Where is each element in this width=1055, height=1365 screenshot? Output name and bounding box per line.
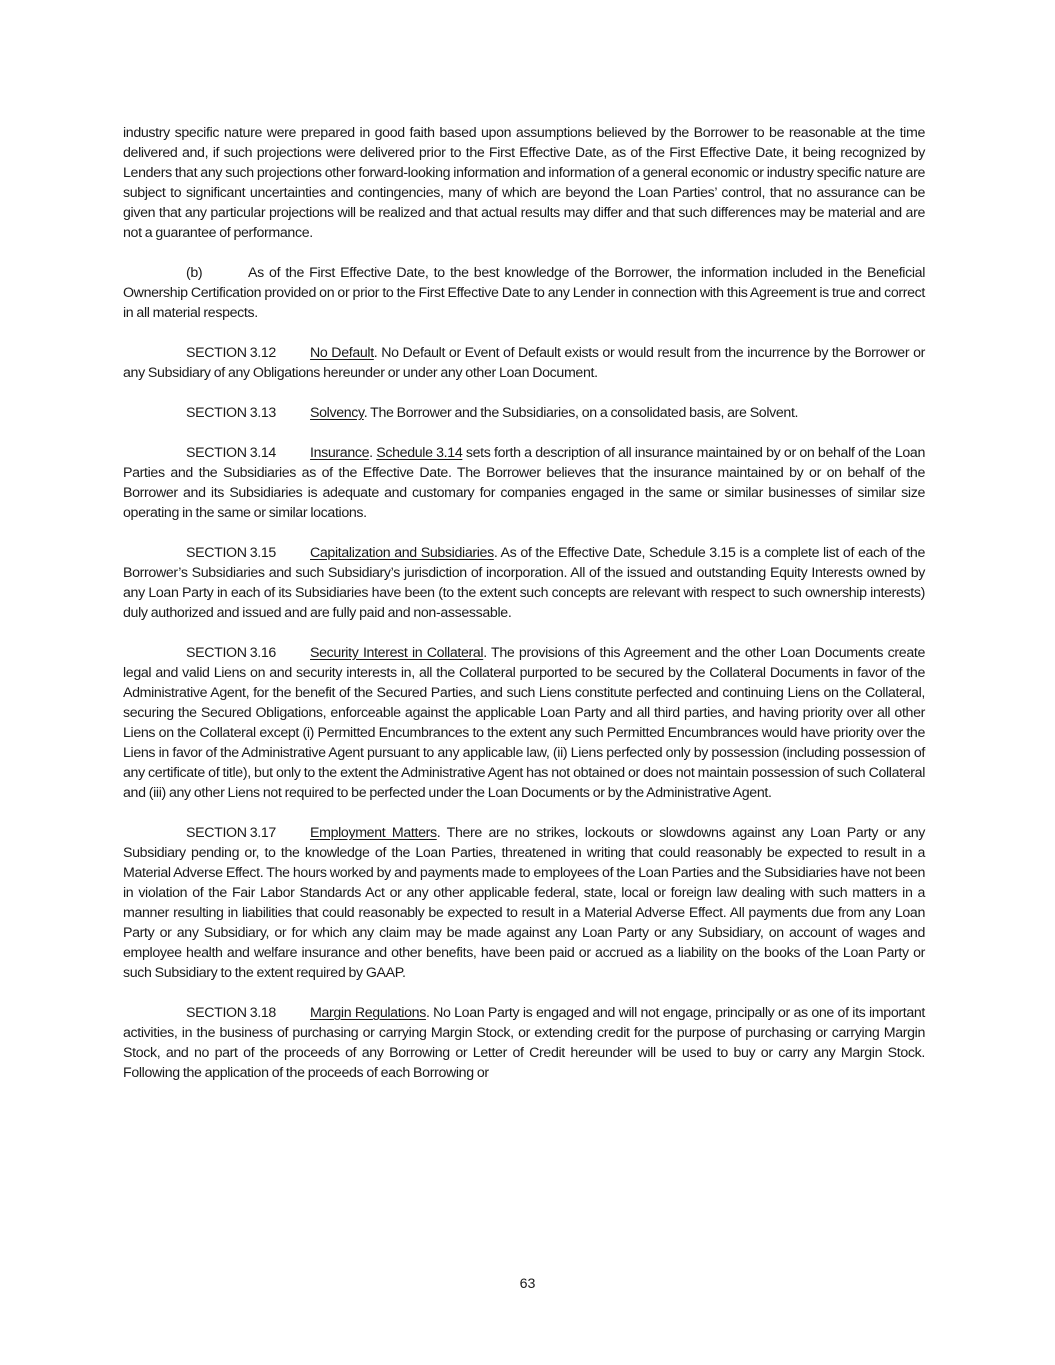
section-number: SECTION 3.13 — [186, 405, 276, 421]
section-number: SECTION 3.12 — [186, 345, 276, 361]
section-3-15 — [123, 543, 925, 623]
document-page — [123, 123, 925, 1103]
section-number: SECTION 3.14 — [186, 445, 276, 461]
section-number: SECTION 3.18 — [186, 1005, 276, 1021]
section-text: . The Borrower and the Subsidiaries, on a consolidated basis, are Solvent. — [363, 405, 799, 421]
paragraph-projections-continuation — [123, 123, 925, 243]
section-text: . No Loan Party is engaged and will not engage, principally or as one of its important activities, in the business of purchasing or carrying Margin Stock, or extending credit for the purpose of purchasing or carrying Margin Stock, and no part of the proceeds of any Borrowing or Letter of Credit hereunder will be used to buy or carry any Margin Stock. Following the application of the proceeds of each Borrowing or — [123, 1005, 925, 1081]
page-number: 63 — [519, 1276, 536, 1292]
section-text: . The provisions of this Agreement and the other Loan Documents create legal and valid Liens on and security interests in, all the Collateral purported to be secured by the Collateral Documents in favor of the Administrative Agent, for the benefit of the Secured Parties, and such Liens constitute perfected and continuing Liens on the Collateral, securing the Secured Obligations, enforceable against the applicable Loan Party and all third parties, and having priority over all other Liens on the Collateral except (i) Permitted Encumbrances to the extent any such Permitted Encumbrances would have priority over the Liens in favor of the Administrative Agent pursuant to any applicable law, (ii) Liens perfected only by possession (including possession of any certificate of title), but only to the extent the Administrative Agent has not obtained or does not maintain possession of such Collateral and (iii) any other Liens not required to be perfected under the Loan Documents or by the Administrative Agent. — [123, 645, 925, 801]
section-text: sets forth a description of all insurance maintained by or on behalf of the Loan Parties and the Subsidiaries as of the Effective Date. The Borrower believes that the insurance maintained by or on behalf of the Borrower and its Subsidiaries is adequate and customary for companies engaged in the same or similar businesses of similar size operating in the same or similar locations. — [123, 445, 925, 521]
section-3-12 — [123, 343, 925, 383]
section-title: Security Interest in Collateral — [310, 645, 484, 661]
section-number: SECTION 3.15 — [186, 545, 276, 561]
section-separator: . — [369, 445, 377, 461]
section-3-13 — [123, 403, 925, 423]
section-title: Insurance — [310, 445, 370, 461]
section-number: SECTION 3.16 — [186, 645, 276, 661]
schedule-reference: Schedule 3.14 — [376, 445, 463, 461]
section-title: Employment Matters — [310, 825, 437, 841]
section-title: No Default — [310, 345, 374, 361]
section-title: Capitalization and Subsidiaries — [310, 545, 494, 561]
section-3-14 — [123, 443, 925, 523]
section-text: . There are no strikes, lockouts or slowdowns against any Loan Party or any Subsidiary pending or, to the knowledge of the Loan Parties, threatened in writing that could reasonably be expected to result in a Material Adverse Effect. The hours worked by and payments made to employees of the Loan Parties and the Subsidiaries have not been in violation of the Fair Labor Standards Act or any other applicable federal, state, local or foreign law dealing with such matters in a manner resulting in liabilities that could reasonably be expected to result in a Material Adverse Effect. All payments due from any Loan Party or any Subsidiary, or for which any claim may be made against any Loan Party or any Subsidiary, on account of wages and employee health and welfare insurance and other benefits, have been paid or accrued as a liability on the books of the Loan Party or such Subsidiary to the extent required by GAAP. — [123, 825, 925, 981]
paragraph-text: As of the First Effective Date, to the best knowledge of the Borrower, the information included in the Beneficial Ownership Certification provided on or prior to the First Effective Date to any Lender in connection with this Agreement is true and correct in all material respects. — [123, 265, 925, 321]
section-number: SECTION 3.17 — [186, 825, 276, 841]
section-3-18 — [123, 1003, 925, 1083]
section-text: . No Default or Event of Default exists or would result from the incurrence by the Borrower or any Subsidiary of any Obligations hereunder or under any other Loan Document. — [123, 345, 925, 381]
paragraph-text: industry specific nature were prepared in good faith based upon assumptions believed by the Borrower to be reasonable at the time delivered and, if such projections were delivered prior to the First Effective Date, as of the First Effective Date, it being recognized by Lenders that any such projections other forward-looking information and information of a general economic or industry specific nature are subject to significant uncertainties and contingencies, many of which are beyond the Loan Parties’ control, that no assurance can be given that any particular projections will be realized and that actual results may differ and that such differences may be material and are not a guarantee of performance. — [123, 125, 925, 241]
section-title: Margin Regulations — [310, 1005, 426, 1021]
paragraph-b-beneficial-ownership — [123, 263, 925, 323]
section-3-17 — [123, 823, 925, 983]
section-title: Solvency — [310, 405, 364, 421]
clause-label: (b) — [186, 265, 203, 281]
section-3-16 — [123, 643, 925, 803]
section-text: . As of the Effective Date, Schedule 3.15 is a complete list of each of the Borrower’s Subsidiaries and such Subsidiary’s jurisdiction of incorporation. All of the issued and outstanding Equity Interests owned by any Loan Party in each of its Subsidiaries have been (to the extent such concepts are relevant with respect to such ownership interests) duly authorized and issued and are fully paid and non-assessable. — [123, 545, 925, 621]
